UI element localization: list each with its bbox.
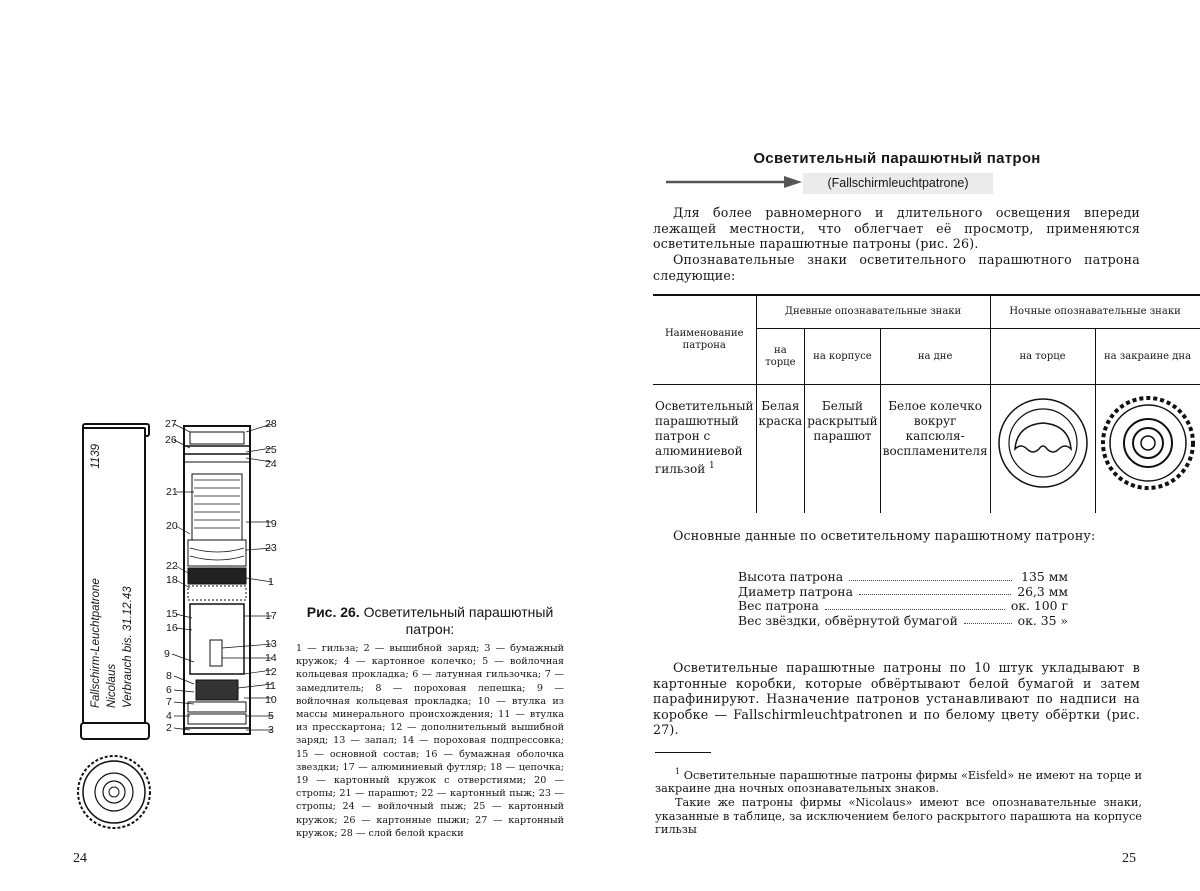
night-mark-top-drawing xyxy=(993,393,1093,493)
footnote-2: Такие же патроны фирмы «Nicolaus» имеют все опознавательные знаки, указанные в таблице, за исключением белого раскрытого парашюта на корпусе гильзы xyxy=(655,795,1142,837)
footnotes xyxy=(655,765,1142,837)
spec-row: Вес патрона ок. 100 г xyxy=(738,598,1068,613)
page-subtitle: (Fallschirmleuchtpatrone) xyxy=(803,173,993,194)
page-number-left: 24 xyxy=(73,851,87,866)
callout-label: 20 xyxy=(166,520,178,532)
callout-label: 25 xyxy=(265,444,277,456)
callout-label: 8 xyxy=(166,670,172,682)
figure-title: Рис. 26. Осветительный парашютный патрон: xyxy=(306,604,554,637)
callout-label: 10 xyxy=(265,694,277,706)
callout-label: 27 xyxy=(165,418,177,430)
callout-label: 17 xyxy=(265,610,277,622)
page-title: Осветительный парашютный патрон xyxy=(753,150,1041,167)
spec-row: Диаметр патрона 26,3 мм xyxy=(738,583,1068,599)
marks-intro-paragraph: Опознавательные знаки осветительного парашютного патрона следующие: xyxy=(653,252,1140,283)
callout-label: 21 xyxy=(166,486,178,498)
callout-label: 26 xyxy=(165,434,177,446)
basic-data-intro: Основные данные по осветительному парашютному патрону: xyxy=(673,528,1096,543)
table-cell-day-bottom: Белое колечко вокруг капсюля-воспламенителя xyxy=(880,385,990,513)
table-cell-night-rim xyxy=(1095,385,1200,513)
callout-label: 1 xyxy=(268,576,274,588)
table-header-name: Наименование патрона xyxy=(653,295,756,385)
table-cell-night-top xyxy=(990,385,1095,513)
table-subheader: на дне xyxy=(880,329,990,385)
cartridge-label: Fallschirm-Leuchtpatrone 1139 Nicolaus Verbrauch bis. 31.12.43 xyxy=(90,443,134,708)
callout-label: 24 xyxy=(265,458,277,470)
callout-label: 12 xyxy=(265,666,277,678)
cartridge-base-view-drawing xyxy=(72,752,156,832)
callout-label: 11 xyxy=(265,680,276,692)
callout-label: 4 xyxy=(166,710,172,722)
callout-label: 6 xyxy=(166,684,172,696)
page-number-right: 25 xyxy=(1122,851,1136,866)
figure-legend: 1 — гильза; 2 — вышибной заряд; 3 — бумажный кружок; 4 — картонное колечко; 5 — войлочная кольцевая прокладка; 6 — латунная гильзочка; 7 — замедлитель; 8 — пороховая лепешка; 9 — войлочная кольцевая прокладка; 10 — втулка из массы минерального происхождения; 11 — втулка из пресскартона; 12 — дополнительный вышибной заряд; 13 — запал; 14 — пороховая подпрессовка; 15 — основной состав; 16 — бумажная оболочка звездки; 17 — алюминиевый футляр; 18 — цепочка; 19 — картонный кружок с отверстиями; 20 — стропы; 21 — парашют; 22 — картонный пыж; 23 — стропы; 24 — войлочный пыж; 25 — картонный кружок; 26 — картонные пыжи; 27 — картонный кружок; 28 — слой белой краски xyxy=(296,643,564,839)
arrow-icon xyxy=(664,175,804,189)
callout-label: 14 xyxy=(265,652,277,664)
callout-label: 28 xyxy=(265,418,277,430)
table-subheader: на торце xyxy=(990,329,1095,385)
callout-label: 16 xyxy=(166,622,178,634)
callout-label: 7 xyxy=(166,696,172,708)
callout-label: 15 xyxy=(166,608,178,620)
callout-label: 5 xyxy=(268,710,274,722)
table-subheader: на торце xyxy=(756,329,805,385)
callout-label: 23 xyxy=(265,542,277,554)
spec-row: Высота патрона 135 мм xyxy=(738,569,1068,584)
figure-caption xyxy=(296,604,564,840)
table-cell-name: Осветительный парашютный патрон с алюминиевой гильзой $^1$ xyxy=(655,399,754,476)
callout-label: 22 xyxy=(166,560,178,572)
table-subheader: на закраине дна xyxy=(1095,329,1200,385)
specs-list xyxy=(738,570,1068,628)
table-header-day: Дневные опознавательные знаки xyxy=(756,295,990,329)
packing-paragraph: Осветительные парашютные патроны по 10 штук укладывают в картонные коробки, которые обвёртывают белой бумагой и затем парафинируют. Назначение патронов устанавливают по надписи на коробке — Fallschirmleuchtpatronen и по белому цвету обёртки (рис. 27). xyxy=(653,660,1140,738)
callout-label: 9 xyxy=(164,648,170,660)
intro-paragraph: Для более равномерного и длительного освещения впереди лежащей местности, что облегчает её просмотр, применяются осветительные парашютные патроны (рис. 26). xyxy=(653,205,1140,252)
identification-marks-table xyxy=(653,294,1200,513)
callout-label: 18 xyxy=(166,574,178,586)
callout-label: 3 xyxy=(268,724,274,736)
footnote-1: $^1$ Осветительные парашютные патроны фирмы «Eisfeld» не имеют на торце и закраине дна ночных опознавательных знаков. xyxy=(655,767,1142,796)
spec-row: Вес звёздки, обвёрнутой бумагой ок. 35 » xyxy=(738,612,1068,628)
table-header-night: Ночные опознавательные знаки xyxy=(990,295,1200,329)
table-subheader: на корпусе xyxy=(805,329,880,385)
callout-label: 13 xyxy=(265,638,277,650)
callout-numbers xyxy=(160,418,285,743)
table-cell-day-top: Белая краска xyxy=(756,385,805,513)
table-cell-day-body: Белый раскрытый парашют xyxy=(805,385,880,513)
callout-label: 2 xyxy=(166,722,172,734)
night-mark-rim-drawing xyxy=(1098,393,1198,493)
callout-label: 19 xyxy=(265,518,277,530)
footnote-divider xyxy=(655,752,711,753)
